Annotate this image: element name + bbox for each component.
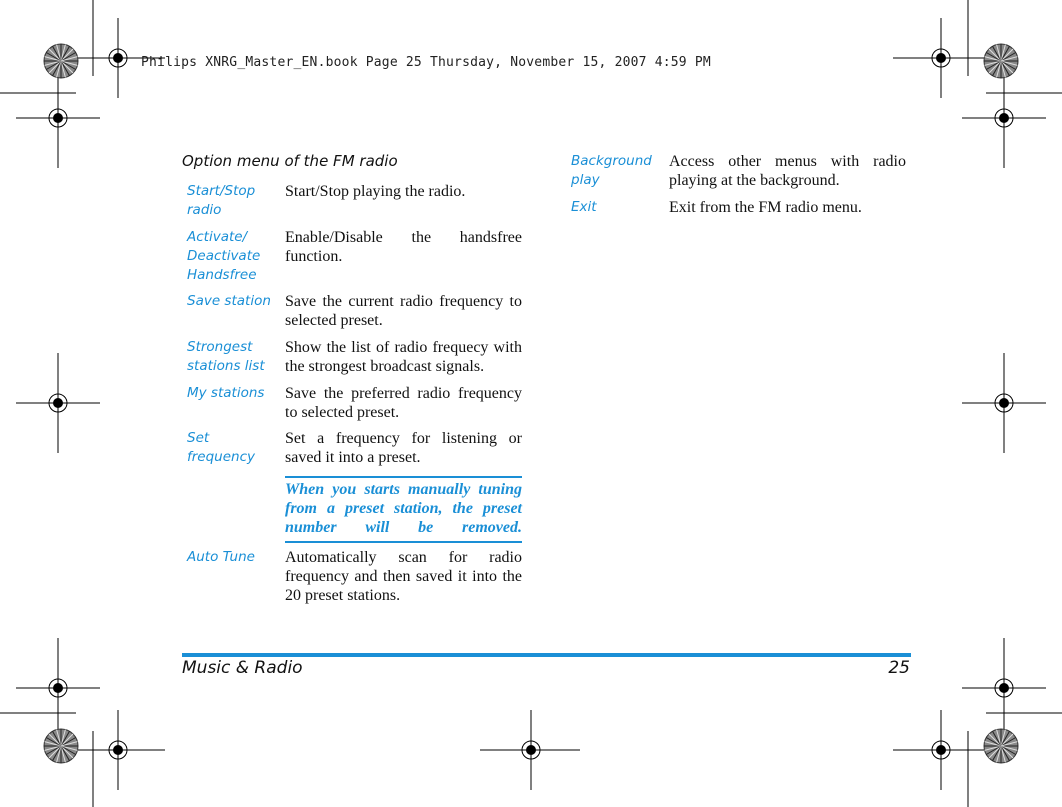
def-start-stop-radio: Start/Stop playing the radio. xyxy=(285,183,466,200)
def-strongest-stations-list: Show the list of radio frequecy with the strongest broadcast signals. xyxy=(285,339,522,375)
term-auto-tune: Auto Tune xyxy=(187,549,255,565)
def-activate-handsfree: Enable/Disable the handsfree function. xyxy=(285,229,522,265)
footer-rule xyxy=(182,653,911,657)
term-save-station: Save station xyxy=(187,293,271,309)
def-background-play: Access other menus with radio playing at the background. xyxy=(669,153,906,189)
note-preset-warning: When you starts manually tuning from a preset station, the preset number will be removed. xyxy=(285,476,522,543)
term-my-stations: My stations xyxy=(187,385,265,401)
section-title: Option menu of the FM radio xyxy=(182,152,398,170)
page-number: 25 xyxy=(888,658,910,678)
def-exit: Exit from the FM radio menu. xyxy=(669,199,862,216)
def-save-station: Save the current radio frequency to selected preset. xyxy=(285,293,522,329)
file-header-info: Philips XNRG_Master_EN.book Page 25 Thursday, November 15, 2007 4:59 PM xyxy=(141,55,711,70)
term-background-play: Background play xyxy=(571,153,652,188)
term-set-frequency: Set frequency xyxy=(187,430,256,465)
def-my-stations: Save the preferred radio frequency to selected preset. xyxy=(285,385,522,421)
footer-section-title: Music & Radio xyxy=(182,658,303,678)
term-activate-handsfree: Activate/ Deactivate Handsfree xyxy=(187,229,261,283)
def-set-frequency: Set a frequency for listening or saved it into a preset. xyxy=(285,430,522,466)
term-exit: Exit xyxy=(571,199,597,215)
term-start-stop-radio: Start/Stop radio xyxy=(187,183,256,218)
term-strongest-stations-list: Strongest stations list xyxy=(187,339,265,374)
def-auto-tune: Automatically scan for radio frequency and then saved it into the 20 preset stations. xyxy=(285,549,522,604)
